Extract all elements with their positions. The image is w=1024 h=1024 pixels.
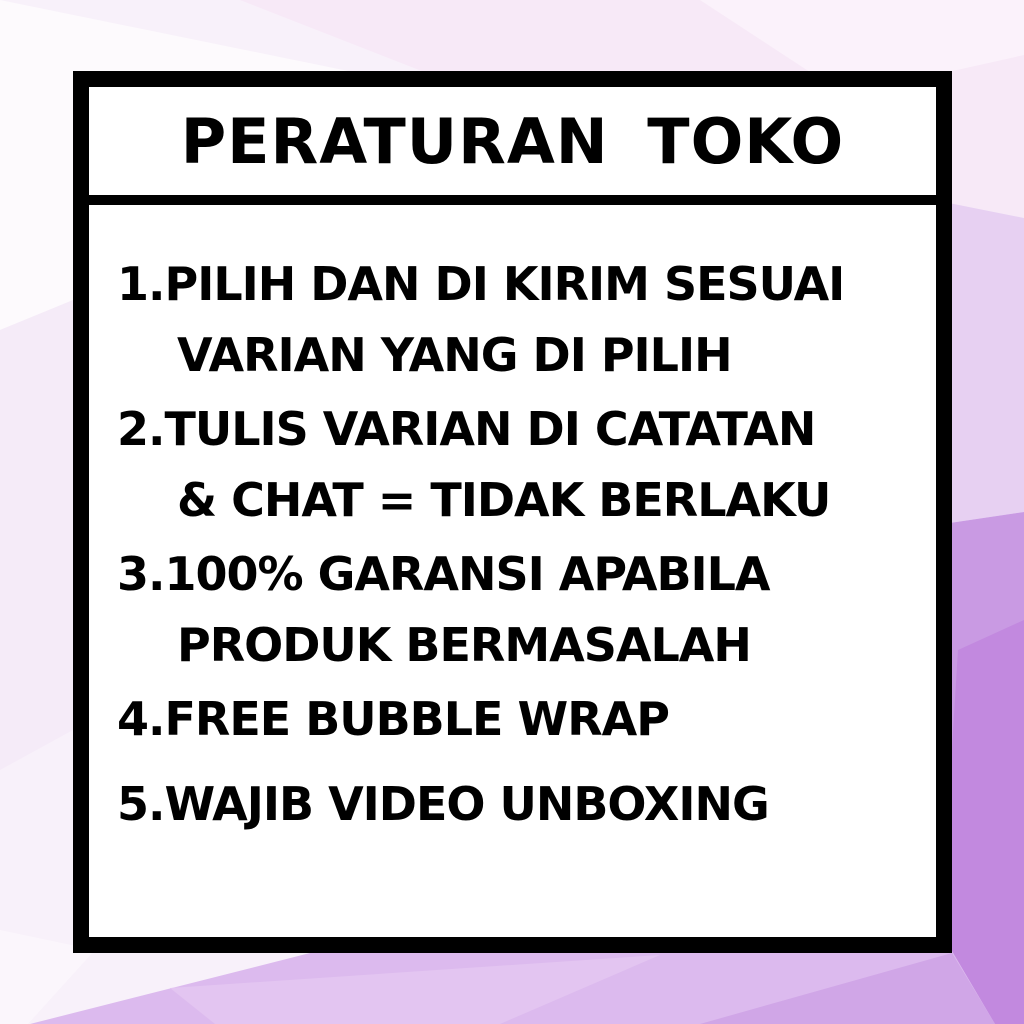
rule-line xyxy=(117,684,926,755)
rule-line xyxy=(117,394,926,465)
rule-line xyxy=(117,769,926,840)
rule-item-1 xyxy=(117,249,926,391)
shop-rules-card xyxy=(73,71,952,953)
rule-number: 4. xyxy=(117,692,165,746)
rule-number: 2. xyxy=(117,402,165,456)
rule-text: WAJIB VIDEO UNBOXING xyxy=(164,777,769,831)
rule-line xyxy=(117,249,926,320)
rule-text: TULIS VARIAN DI CATATAN xyxy=(164,402,816,456)
card-header xyxy=(89,87,936,205)
rules-list xyxy=(89,205,936,840)
rule-line xyxy=(117,539,926,610)
rule-text: 100% GARANSI APABILA xyxy=(164,547,770,601)
rule-text-wrapped: PRODUK BERMASALAH xyxy=(177,618,751,672)
rule-text-wrapped: VARIAN YANG DI PILIH xyxy=(177,328,732,382)
rule-number: 5. xyxy=(117,777,165,831)
rule-item-3 xyxy=(117,539,926,681)
rule-item-4 xyxy=(117,684,926,755)
rule-text: PILIH DAN DI KIRIM SESUAI xyxy=(164,257,845,311)
facet-left-pale xyxy=(0,300,73,770)
rule-item-5 xyxy=(117,769,926,840)
rule-number: 3. xyxy=(117,547,165,601)
rule-number: 1. xyxy=(117,257,165,311)
page-title: PERATURAN TOKO xyxy=(180,104,845,178)
rule-text-wrapped: & CHAT = TIDAK BERLAKU xyxy=(177,473,831,527)
rule-text: FREE BUBBLE WRAP xyxy=(164,692,669,746)
rule-item-2 xyxy=(117,394,926,536)
